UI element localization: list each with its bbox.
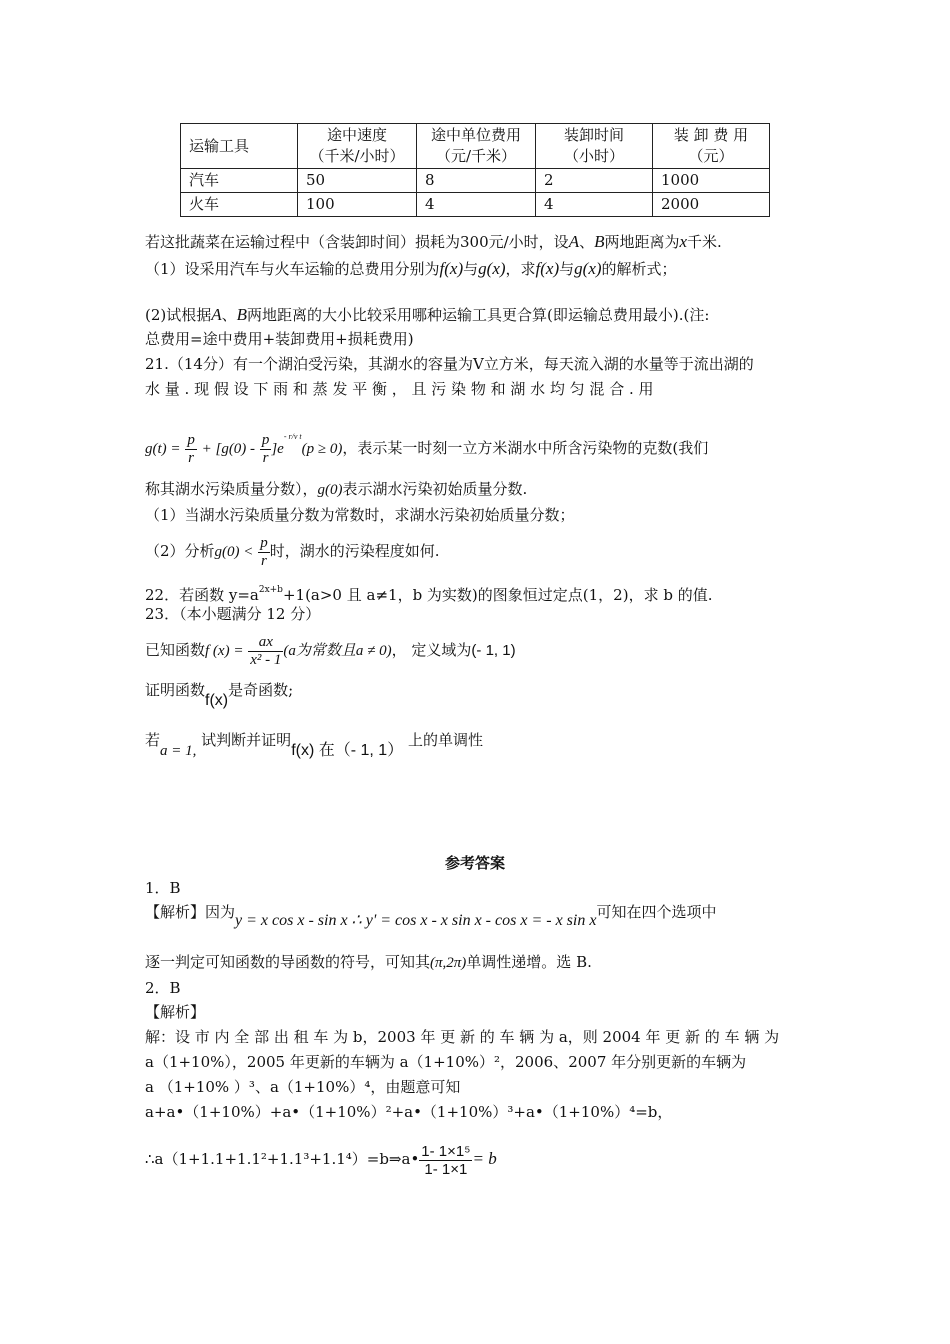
answer-title: 参考答案 [444, 854, 505, 872]
q23-function: 已知函数f (x) = $\frac{ax}{\text{x² - 1}}$ (a为常数且a ≠ 0)， 定义域为(- 1, 1) [145, 633, 516, 668]
q21-line1: 21.（14分）有一个湖泊受污染，其湖水的容量为V立方米，每天流入湖的水量等于流出湖的 [145, 355, 754, 373]
table-header-cell: 运输工具 [181, 124, 298, 169]
q20-intro: 若这批蔬菜在运输过程中（含装卸时间）损耗为300元/小时，设A、B两地距离为x千米. [145, 232, 722, 251]
table-cell: 50 [298, 169, 417, 193]
table-header-row [181, 124, 770, 169]
table-cell: 1000 [653, 169, 770, 193]
q21-line4: 称其湖水污染质量分数），g(0)表示湖水污染初始质量分数. [145, 480, 528, 498]
fraction-p-over-r: $\frac{p}{r}$ [187, 431, 195, 466]
table-cell: 4 [417, 193, 536, 217]
table-header-cell: 途中速度 （千米/小时） [298, 124, 417, 169]
q21-line2: 水 量 . 现 假 设 下 雨 和 蒸 发 平 衡 ， 且 污 染 物 和 湖 水 均 匀 混 合 . 用 [145, 380, 654, 398]
table-cell: 2 [536, 169, 653, 193]
table-cell: 汽车 [181, 169, 298, 193]
q21-sub1: （1）当湖水污染质量分数为常数时，求湖水污染初始质量分数； [145, 506, 575, 524]
answer-2-sol2: a（1+10%），2005 年更新的车辆为 a（1+10%）²，2006、2007 年分别更新的车辆为 [145, 1053, 747, 1071]
table-cell: 火车 [181, 193, 298, 217]
q23-head: 23．（本小题满分 12 分） [145, 605, 321, 623]
answer-2-sol5: ∴a（1+1.1+1.1²+1.1³+1.1⁴）=b⇒a• $\frac{\text{1- 1×1⁵}}{1- 1\times 1}$ = b [145, 1142, 497, 1178]
q21-formula: g(t) = $\frac{p}{r}$ + [g(0) - $\frac{p}{r}$ ]$e^{- r/v t}(p \ge 0)$，表示某一时刻一立方米湖水中所含污染物的克数(我们 [145, 431, 709, 466]
table-header-cell: 途中单位费用 （元/千米） [417, 124, 536, 169]
answer-1-explain-cont: 逐一判定可知函数的导函数的符号，可知其(π,2π)单调性递增。选 B. [145, 953, 592, 971]
answer-2-sol3: a （1+10% ）³、a（1+10%）⁴，由题意可知 [145, 1078, 461, 1096]
fraction-geometric-sum: $\frac{\text{1- 1×1⁵}}{1- 1\times 1}$ [421, 1142, 471, 1178]
answer-2-label: 【解析】 [145, 1003, 206, 1021]
q23-prove: 证明函数f(x)是奇函数; [145, 681, 294, 709]
answer-2: 2．B [145, 979, 181, 997]
q23-monotonic: 若a = 1, 试判断并证明f(x) 在（- 1, 1） 上的单调性 [145, 731, 483, 759]
table-cell: 8 [417, 169, 536, 193]
q22: 22．若函数 $y=a^{2x+b}+1(a>0$ 且 a≠1，b 为实数)的图象恒过定点(1，2)，求 b 的值. [145, 585, 713, 604]
table-header-cell: 装 卸 费 用 （元） [653, 124, 770, 169]
table-row [181, 169, 770, 193]
q20-part1: （1）设采用汽车与火车运输的总费用分别为f(x)与g(x)，求f(x)与g(x)的解析式； [145, 259, 677, 278]
answer-2-sol4: a+a•（1+10%）+a•（1+10%）²+a•（1+10%）³+a•（1+10%）⁴=b， [145, 1103, 673, 1121]
answer-1: 1．B [145, 879, 181, 897]
answer-1-explain: 【解析】因为y = x cos x - sin x ∴ y' = cos x - x sin x - cos x = - x sin x可知在四个选项中 [145, 903, 717, 929]
fraction-p-over-r: $\frac{p}{r}$ [261, 431, 270, 466]
fraction-ax-over-x2: $\frac{ax}{\text{x² - 1}}$ [250, 633, 282, 668]
fraction-p-over-r: $\frac{p}{r}$ [260, 534, 268, 569]
q20-part2-cont: 总费用=途中费用+装卸费用+损耗费用) [145, 330, 414, 348]
table-header-cell: 装卸时间 （小时） [536, 124, 653, 169]
table-cell: 4 [536, 193, 653, 217]
transport-table [180, 123, 770, 217]
table-cell: 100 [298, 193, 417, 217]
q21-sub2: （2）分析g(0) < $\frac{p}{r}$ 时，湖水的污染程度如何. [145, 534, 440, 569]
table-row [181, 193, 770, 217]
q20-part2: (2)试根据A、B两地距离的大小比较采用哪种运输工具更合算(即运输总费用最小).(注: [145, 305, 710, 324]
table-cell: 2000 [653, 193, 770, 217]
answer-2-sol1: 解：设 市 内 全 部 出 租 车 为 b，2003 年 更 新 的 车 辆 为 a，则 2004 年 更 新 的 车 辆 为 [145, 1028, 780, 1046]
